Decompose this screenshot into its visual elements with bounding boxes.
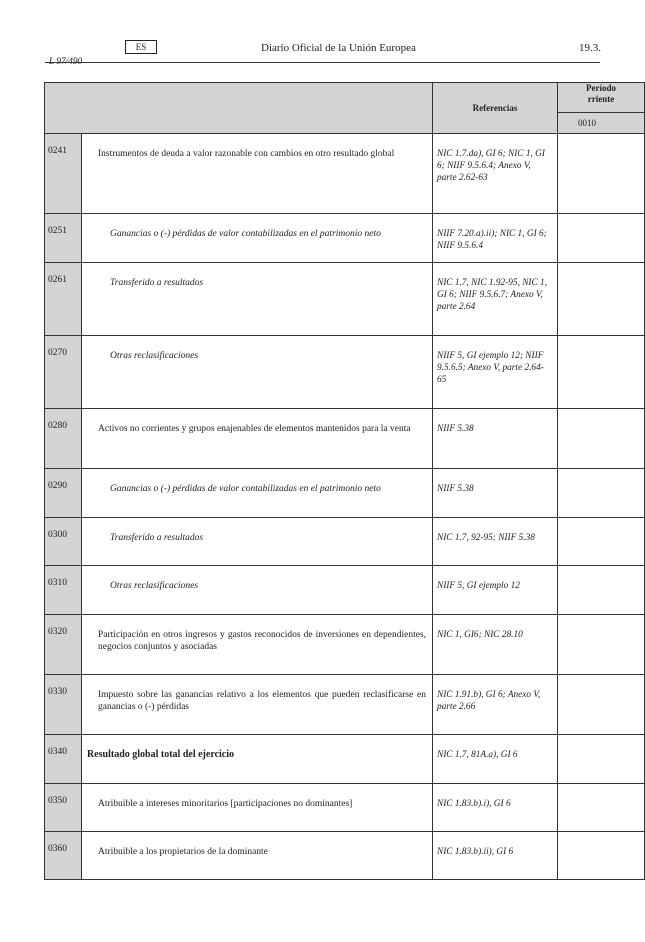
row-value-cell: [558, 566, 645, 615]
row-value-cell: [558, 832, 645, 880]
row-label: Participación en otros ingresos y gastos reconocidos de inversiones en dependientes, negocios conjuntos y asociadas: [82, 615, 433, 675]
row-label: Impuesto sobre las ganancias relativo a los elementos que pueden reclasificarse en ganancias o (-) pérdidas: [82, 675, 433, 735]
period-header-line1: Período: [586, 83, 616, 93]
table-row: [45, 566, 645, 615]
row-references: NIC 1, GI6; NIC 28.10: [433, 615, 558, 675]
row-references: NIC 1.83.b).i), GI 6: [433, 784, 558, 832]
financial-table: [44, 82, 645, 880]
journal-title: Diario Oficial de la Unión Europea: [261, 42, 416, 54]
table-row: [45, 134, 645, 214]
publication-date: 19.3.: [579, 42, 601, 54]
row-code: 0360: [45, 832, 82, 880]
table-row: [45, 336, 645, 409]
page-header: [45, 40, 601, 67]
row-code: 0261: [45, 263, 82, 336]
column-header-references: Referencias: [433, 83, 558, 134]
row-label: Otras reclasificaciones: [82, 336, 433, 409]
row-value-cell: [558, 615, 645, 675]
row-code: 0330: [45, 675, 82, 735]
row-value-cell: [558, 675, 645, 735]
row-value-cell: [558, 409, 645, 469]
table-row: [45, 214, 645, 263]
period-header-line2: rriente: [587, 94, 615, 104]
row-value-cell: [558, 469, 645, 518]
row-code: 0340: [45, 735, 82, 784]
row-label: Activos no corrientes y grupos enajenables de elementos mantenidos para la venta: [82, 409, 433, 469]
row-label: Transferido a resultados: [82, 518, 433, 566]
table-row: [45, 735, 645, 784]
row-references: NIIF 5, GI ejemplo 12: [433, 566, 558, 615]
header-rule: [45, 62, 600, 63]
row-value-cell: [558, 214, 645, 263]
row-references: NIC 1.91.b), GI 6; Anexo V, parte 2.66: [433, 675, 558, 735]
table-row: [45, 409, 645, 469]
row-code: 0300: [45, 518, 82, 566]
table-header-row: [45, 83, 645, 113]
row-code: 0270: [45, 336, 82, 409]
table-row: [45, 675, 645, 735]
row-code: 0241: [45, 134, 82, 214]
row-value-cell: [558, 336, 645, 409]
row-references: NIC 1.7, 92-95; NIIF 5.38: [433, 518, 558, 566]
row-value-cell: [558, 134, 645, 214]
table-row: [45, 518, 645, 566]
column-code-0010: 0010: [558, 113, 645, 134]
row-value-cell: [558, 735, 645, 784]
row-references: NIIF 5.38: [433, 469, 558, 518]
column-header-period: [558, 83, 645, 113]
row-label: Ganancias o (-) pérdidas de valor contabilizadas en el patrimonio neto: [82, 469, 433, 518]
row-code: 0310: [45, 566, 82, 615]
row-label: Atribuible a intereses minoritarios [participaciones no dominantes]: [82, 784, 433, 832]
row-references: NIIF 7.20.a).ii); NIC 1, GI 6; NIIF 9.5.6.4: [433, 214, 558, 263]
row-references: NIC 1.7, NIC 1.92-95, NIC 1, GI 6; NIIF 9.5.6.7; Anexo V, parte 2.64: [433, 263, 558, 336]
table-row: [45, 784, 645, 832]
table-row: [45, 469, 645, 518]
row-references: NIIF 5.38: [433, 409, 558, 469]
language-badge: ES: [125, 40, 157, 54]
row-value-cell: [558, 784, 645, 832]
row-label: Transferido a resultados: [82, 263, 433, 336]
row-code: 0280: [45, 409, 82, 469]
row-code: 0290: [45, 469, 82, 518]
row-label: Resultado global total del ejercicio: [82, 735, 433, 784]
row-references: NIC 1.7, 81A.a), GI 6: [433, 735, 558, 784]
table-row: [45, 832, 645, 880]
row-code: 0251: [45, 214, 82, 263]
row-value-cell: [558, 263, 645, 336]
table-row: [45, 263, 645, 336]
row-label: Instrumentos de deuda a valor razonable con cambios en otro resultado global: [82, 134, 433, 214]
table-row: [45, 615, 645, 675]
row-code: 0350: [45, 784, 82, 832]
row-references: NIC 1.7.da), GI 6; NIC 1, GI 6; NIIF 9.5.6.4; Anexo V, parte 2.62-63: [433, 134, 558, 214]
row-label: Otras reclasificaciones: [82, 566, 433, 615]
header-blank-cell: [45, 83, 433, 134]
journal-reference: L 97/490: [49, 57, 83, 67]
row-references: NIC 1.83.b).ii), GI 6: [433, 832, 558, 880]
row-label: Atribuible a los propietarios de la dominante: [82, 832, 433, 880]
row-code: 0320: [45, 615, 82, 675]
row-value-cell: [558, 518, 645, 566]
row-label: Ganancias o (-) pérdidas de valor contabilizadas en el patrimonio neto: [82, 214, 433, 263]
row-references: NIIF 5, GI ejemplo 12; NIIF 9.5.6.5; Anexo V, parte 2.64-65: [433, 336, 558, 409]
